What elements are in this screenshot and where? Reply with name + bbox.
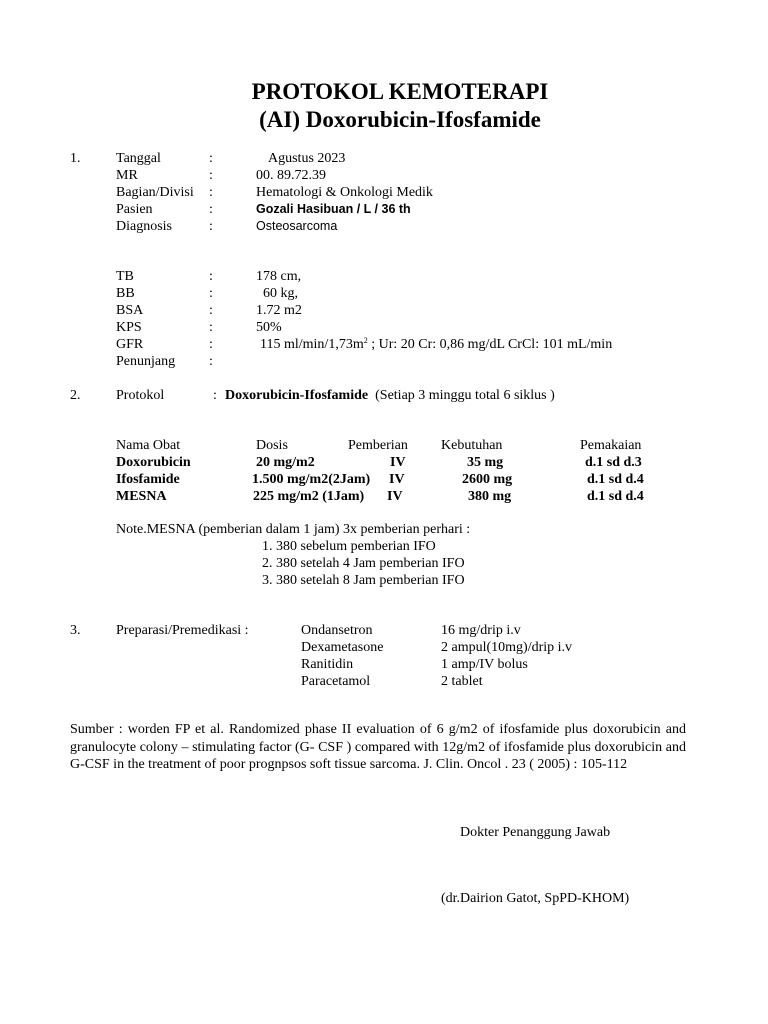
- protokol-name: Doxorubicin-Ifosfamide: [225, 388, 369, 403]
- premedikasi-dose: 2 tablet: [441, 674, 483, 689]
- table-cell-obat: Doxorubicin: [116, 455, 191, 470]
- source-reference: Sumber : worden FP et al. Randomized phase II evaluation of 6 g/m2 of ifosfamide plus doxorubicin and granulocyte colony – stimulating factor (G- CSF ) compared with 12g/m2 of ifosfamide plus doxorubicin and G-CSF in the treatment of poor prognpsos soft tissue sarcoma. J. Clin. Oncol . 23 ( 2005) : 105-112: [70, 722, 686, 772]
- gfr-value-rest: ; Ur: 20 Cr: 0,86 mg/dL CrCl: 101 mL/min: [367, 337, 613, 352]
- table-cell-dosis: 1.500 mg/m2(2Jam): [252, 472, 371, 487]
- field-colon: :: [209, 303, 213, 318]
- gfr-value-main: 115 ml/min/1,73m: [260, 337, 364, 352]
- measure-value-gfr: [260, 336, 612, 353]
- field-label-bagian: Bagian/Divisi: [116, 185, 194, 200]
- premedikasi-dose: 1 amp/IV bolus: [441, 657, 528, 672]
- premedikasi-dose: 2 ampul(10mg)/drip i.v: [441, 640, 573, 655]
- premedikasi-label: Preparasi/Premedikasi :: [116, 623, 249, 638]
- table-cell-pemberian: IV: [390, 455, 406, 470]
- field-colon: :: [209, 337, 213, 352]
- table-header-pemakaian: Pemakaian: [580, 438, 642, 453]
- table-cell-dosis: 20 mg/m2: [256, 455, 315, 470]
- mesna-note-item: 3. 380 setelah 8 Jam pemberian IFO: [262, 573, 465, 588]
- table-cell-dosis: 225 mg/m2 (1Jam): [253, 489, 365, 504]
- protokol-label: Protokol: [116, 388, 165, 403]
- field-label-diagnosis: Diagnosis: [116, 219, 172, 234]
- mesna-note-item: 1. 380 sebelum pemberian IFO: [262, 539, 436, 554]
- signature-role: Dokter Penanggung Jawab: [460, 825, 611, 840]
- field-value-pasien: Gozali Hasibuan / L / 36 th: [256, 202, 411, 216]
- field-value-tanggal: Agustus 2023: [268, 151, 346, 166]
- field-colon: :: [209, 354, 213, 369]
- mesna-note: Note.MESNA (pemberian dalam 1 jam) 3x pemberian perhari :: [116, 522, 471, 537]
- section-3-number: 3.: [70, 623, 81, 638]
- table-header-dosis: Dosis: [256, 438, 288, 453]
- table-cell-pemberian: IV: [387, 489, 403, 504]
- field-value-mr: 00. 89.72.39: [256, 168, 326, 183]
- field-colon: :: [209, 168, 213, 183]
- premedikasi-drug: Dexametasone: [301, 640, 384, 655]
- measure-label-bb: BB: [116, 286, 135, 301]
- document-title: PROTOKOL KEMOTERAPI: [251, 79, 549, 104]
- gfr-value-superscript: 2: [363, 336, 368, 345]
- measure-label-kps: KPS: [116, 320, 142, 335]
- table-cell-kebutuhan: 380 mg: [468, 489, 512, 504]
- premedikasi-drug: Ondansetron: [301, 623, 373, 638]
- protokol-colon: :: [213, 388, 217, 403]
- measure-value-bsa: 1.72 m2: [256, 303, 302, 318]
- table-cell-pemakaian: d.1 sd d.4: [587, 472, 644, 487]
- field-label-pasien: Pasien: [116, 202, 153, 217]
- table-cell-pemberian: IV: [389, 472, 405, 487]
- field-colon: :: [209, 219, 213, 234]
- protokol-schedule: (Setiap 3 minggu total 6 siklus ): [375, 388, 555, 403]
- premedikasi-drug: Paracetamol: [301, 674, 371, 689]
- table-cell-pemakaian: d.1 sd d.3: [585, 455, 642, 470]
- signature-name: (dr.Dairion Gatot, SpPD-KHOM): [441, 891, 630, 906]
- field-colon: :: [209, 269, 213, 284]
- table-cell-kebutuhan: 35 mg: [467, 455, 504, 470]
- measure-value-kps: 50%: [256, 320, 282, 335]
- premedikasi-dose: 16 mg/drip i.v: [441, 623, 521, 638]
- field-value-bagian: Hematologi & Onkologi Medik: [256, 185, 433, 200]
- measure-value-tb: 178 cm,: [256, 269, 302, 284]
- section-2-number: 2.: [70, 388, 81, 403]
- measure-value-bb: 60 kg,: [263, 286, 298, 301]
- field-colon: :: [209, 185, 213, 200]
- premedikasi-drug: Ranitidin: [301, 657, 354, 672]
- field-label-tanggal: Tanggal: [116, 151, 161, 166]
- document-subtitle: (AI) Doxorubicin-Ifosfamide: [259, 107, 541, 132]
- measure-label-penunjang: Penunjang: [116, 354, 176, 369]
- table-cell-pemakaian: d.1 sd d.4: [587, 489, 644, 504]
- table-header-obat: Nama Obat: [116, 438, 181, 453]
- field-colon: :: [209, 320, 213, 335]
- table-cell-obat: MESNA: [116, 489, 167, 504]
- table-cell-kebutuhan: 2600 mg: [462, 472, 513, 487]
- table-cell-obat: Ifosfamide: [116, 472, 180, 487]
- section-1-number: 1.: [70, 151, 81, 166]
- table-header-pemberian: Pemberian: [348, 438, 408, 453]
- field-value-diagnosis: Osteosarcoma: [256, 219, 338, 233]
- field-colon: :: [209, 151, 213, 166]
- field-colon: :: [209, 202, 213, 217]
- mesna-note-item: 2. 380 setelah 4 Jam pemberian IFO: [262, 556, 465, 571]
- field-colon: :: [209, 286, 213, 301]
- measure-label-gfr: GFR: [116, 337, 144, 352]
- table-header-kebutuhan: Kebutuhan: [441, 438, 503, 453]
- protokol-value: [225, 387, 555, 404]
- measure-label-tb: TB: [116, 269, 134, 284]
- field-label-mr: MR: [116, 168, 138, 183]
- measure-label-bsa: BSA: [116, 303, 144, 318]
